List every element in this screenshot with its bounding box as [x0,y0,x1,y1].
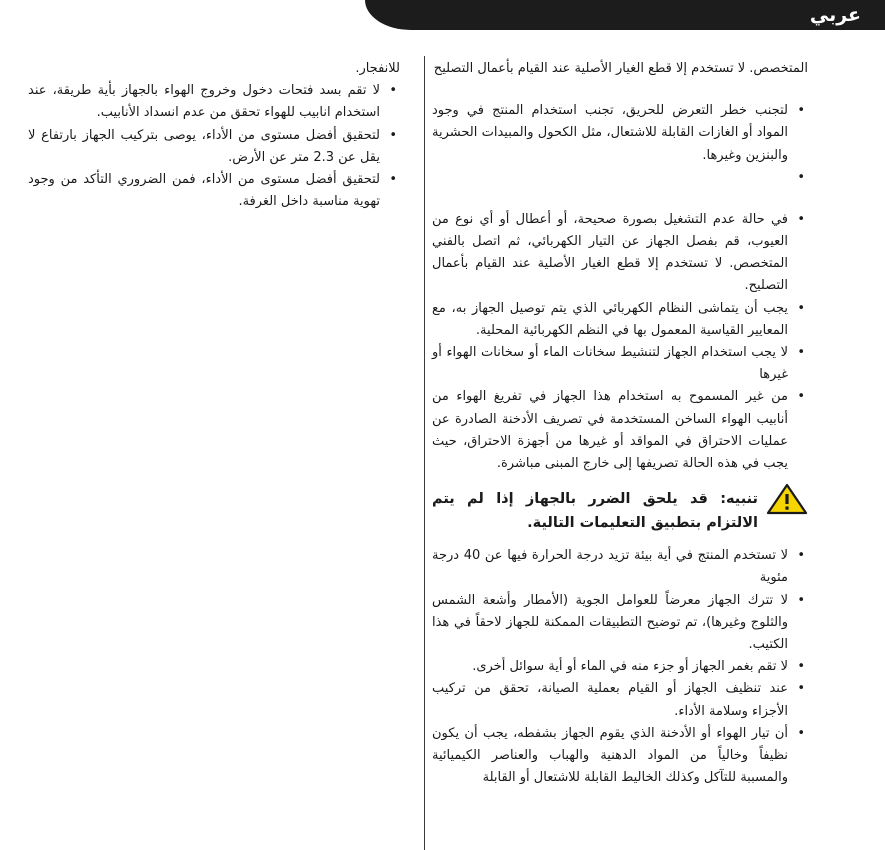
right-column [432,58,808,789]
right-bullet-list-a [432,100,808,189]
right-bullet-list-c [432,545,808,789]
list-item: • لتحقيق أفضل مستوى من الأداء، فمن الضروري التأكد من وجود تهوية مناسبة داخل الغرفة. [28,169,400,213]
right-intro-paragraph: المتخصص. لا تستخدم إلا قطع الغيار الأصلية عند القيام بأعمال التصليح [433,61,808,76]
left-intro-paragraph: للانفجار. [355,61,400,76]
list-item: • يجب أن يتماشى النظام الكهربائي الذي يتم توصيل الجهاز به، مع المعايير القياسية المعمول بها في النظم الكهربائية المحلية. [432,298,808,342]
list-item: • لا يجب استخدام الجهاز لتنشيط سخانات الماء أو سخانات الهواء أو غيرها [432,342,808,386]
list-item: • لتحقيق أفضل مستوى من الأداء، يوصى بتركيب الجهاز بارتفاع لا يقل عن 2.3 متر عن الأرض. [28,125,400,169]
left-column [28,58,400,213]
language-label: عربي [809,4,861,26]
list-item: • في حالة عدم التشغيل بصورة صحيحة، أو أعطال أو أي نوع من العيوب، قم بفصل الجهاز عن التيار الكهربائي، ثم اتصل بالفني المتخصص. لا تستخدم إلا قطع الغيار الأصلية عند القيام بأعمال التصليح. [432,209,808,298]
list-item: • لا تستخدم المنتج في أية بيئة تزيد درجة الحرارة فيها عن 40 درجة مئوية [432,545,808,589]
left-bullet-list [28,80,400,213]
list-item: • لا تترك الجهاز معرضاً للعوامل الجوية (الأمطار وأشعة الشمس والثلوج وغيرها)، تم توضيح التطبيقات الممكنة للجهاز لاحقاً في هذا الكتيب. [432,590,808,657]
warning-block [432,487,808,535]
list-item: • من غير المسموح به استخدام هذا الجهاز في تفريغ الهواء من أنابيب الهواء الساخن المستخدمة في تصريف الأدخنة الصادرة عن عمليات الاحتراق في المواقد أو غيرها من أجهزة الاحتراق، حيث يجب في هذه الحالة تصريفها إلى خارج المبنى مباشرة. [432,386,808,475]
list-item: • أن تيار الهواء أو الأدخنة الذي يقوم الجهاز بشفطه، يجب أن يكون نظيفاً وخالياً من المواد الدهنية والهباب والعناصر الكيميائية والمسببة للتآكل وكذلك الخاليط القابلة للاشتعال أو القابلة [432,723,808,790]
right-bullet-list-b [432,209,808,475]
column-divider [424,56,425,850]
list-item: • لا تقم بغمر الجهاز أو جزء منه في الماء أو أية سوائل أخرى. [432,656,808,678]
list-item: • لتجنب خطر التعرض للحريق، تجنب استخدام المنتج في وجود المواد أو الغازات القابلة للاشتعال، مثل الكحول والمبيدات الحشرية والبنزين وغيرها. [432,100,808,167]
list-item: • عند تنظيف الجهاز أو القيام بعملية الصيانة، تحقق من تركيب الأجزاء وسلامة الأداء. [432,678,808,722]
list-item-empty [432,167,808,189]
language-tab [365,0,885,30]
warning-title: تنبيه: قد يلحق الضرر بالجهاز إذا لم يتم الالتزام بتطبيق التعليمات التالية. [432,491,758,532]
warning-triangle-icon [766,483,808,515]
list-item: • لا تقم بسد فتحات دخول وخروج الهواء بالجهاز بأية طريقة، عند استخدام انابيب للهواء تحقق من عدم انسداد الأنابيب. [28,80,400,124]
